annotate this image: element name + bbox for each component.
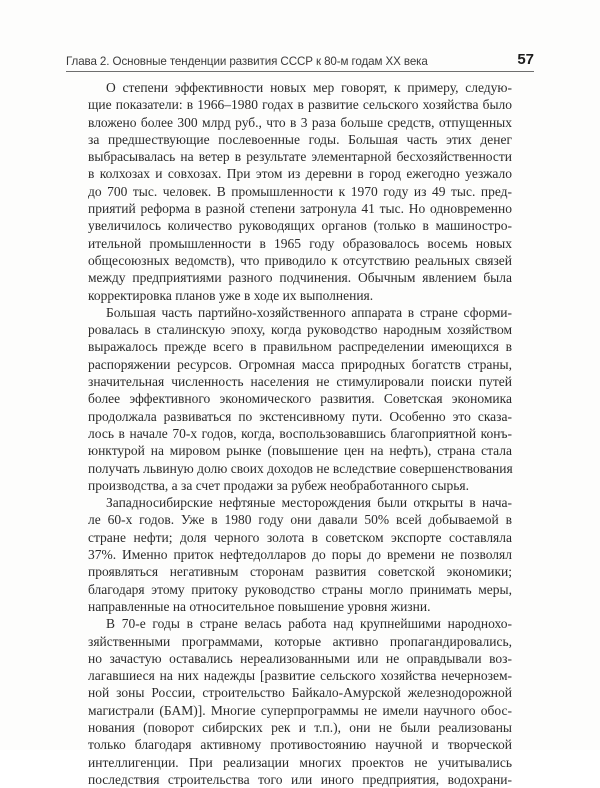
paragraph — [88, 615, 512, 788]
paragraph — [88, 494, 512, 615]
text-line: лось в начале 70-х годов, когда, воспользовавшись благоприятной конъ- — [88, 425, 512, 441]
text-line: зяйственными программами, которые активно пропагандировались, — [88, 633, 512, 649]
text-line: вложено более 300 млрд руб., что в 3 раза больше средств, отпущенных — [88, 114, 512, 130]
text-line: увеличилось количество руководящих органов (только в машиностро- — [88, 218, 512, 234]
text-line: ле 60-х годов. Уже в 1980 году они давали 50% всей добываемой в — [88, 512, 512, 528]
text-line: выбрасывалась на ветер в результате элементарной бесхозяйственности — [88, 149, 512, 165]
text-line: последствия строительства того или иного предприятия, водохрани- — [88, 771, 512, 787]
text-line: ительной промышленности в 1965 году образовалось восемь новых — [88, 235, 512, 251]
running-header — [66, 46, 534, 72]
text-line: до 700 тыс. человек. В промышленности к 1970 году из 49 тыс. пред- — [88, 183, 512, 199]
text-line: стране нефти; доля черного золота в советском экспорте составляла — [88, 529, 512, 545]
text-line: общесоюзных ведомств), что приводило к отсутствию реальных связей — [88, 252, 512, 268]
text-line: ной зоны России, строительство Байкало-Амурской железнодорожной — [88, 685, 512, 701]
text-line: получать львиную долю своих доходов не вследствие совершенствования — [88, 460, 513, 476]
text-line: проявляться негативным сторонам развития советской экономики; — [88, 564, 512, 580]
body-text — [88, 79, 513, 787]
text-line: О степени эффективности новых мер говорят, к примеру, следую- — [106, 80, 512, 95]
text-line: магистрали (БАМ)]. Многие суперпрограммы не имели научного обос- — [88, 702, 512, 718]
text-line: щие показатели: в 1966–1980 годах в развитие сельского хозяйства было — [88, 97, 512, 113]
page-number: 57 — [517, 51, 534, 68]
text-line: корректировка планов уже в ходе их выполнения. — [88, 287, 374, 303]
text-line: более эффективного экономического развития. Советская экономика — [88, 391, 512, 407]
text-line: юнктурой на мировом рынке (повышение цен на нефть), страна стала — [88, 443, 512, 459]
text-line: выражалось прежде всего в правильном распределении имеющихся в — [88, 339, 512, 355]
text-line: лагавшиеся на них надежды [развитие сельского хозяйства нечернозем- — [88, 668, 512, 684]
text-line: интеллигенции. При реализации многих проектов не учитывались — [88, 754, 512, 770]
text-line: ровалась в сталинскую эпоху, когда руководство народным хозяйством — [88, 322, 512, 338]
text-line: В 70-е годы в стране велась работа над крупнейшими народнохо- — [106, 616, 512, 632]
text-line: благодаря этому притоку руководство страны могло принимать меры, — [88, 581, 512, 597]
text-line: приятий реформа в разной степени затронула 41 тыс. Но одновременно — [88, 201, 512, 217]
paragraph — [88, 304, 512, 494]
text-line: между предприятиями разного подчинения. Обычным явлением была — [88, 270, 512, 286]
text-line: но зачастую оставались нереализованными или не оправдывали воз- — [88, 650, 512, 666]
text-line: только благодаря активному противостоянию научной и творческой — [88, 737, 512, 753]
text-line: за предшествующие послевоенные годы. Большая часть этих денег — [88, 131, 512, 147]
text-line: 37%. Именно приток нефтедолларов до поры до времени не позволял — [88, 547, 512, 563]
text-line: нования (поворот сибирских рек и т.п.), они не были реализованы — [88, 719, 512, 735]
text-line: значительная численность населения не стимулировали поиски путей — [88, 374, 512, 390]
text-line: Западносибирские нефтяные месторождения были открыты в нача- — [106, 495, 512, 511]
text-line: в колхозах и совхозах. При этом из деревни в город ежегодно уезжало — [88, 166, 512, 182]
chapter-title: Глава 2. Основные тенденции развития СССР к 80-м годам ХХ века — [66, 55, 428, 68]
text-line: производства, а за счет продажи за рубеж необработанного сырья. — [88, 477, 469, 493]
text-line: Большая часть партийно-хозяйственного аппарата в стране сформи- — [106, 304, 512, 320]
text-line: направленные на относительное повышение уровня жизни. — [88, 598, 431, 614]
text-line: распоряжении ресурсов. Огромная масса природных богатств страны, — [88, 356, 512, 372]
paragraph — [88, 79, 512, 304]
text-line: продолжала развиваться по экстенсивному пути. Особенно это сказа- — [88, 408, 512, 424]
